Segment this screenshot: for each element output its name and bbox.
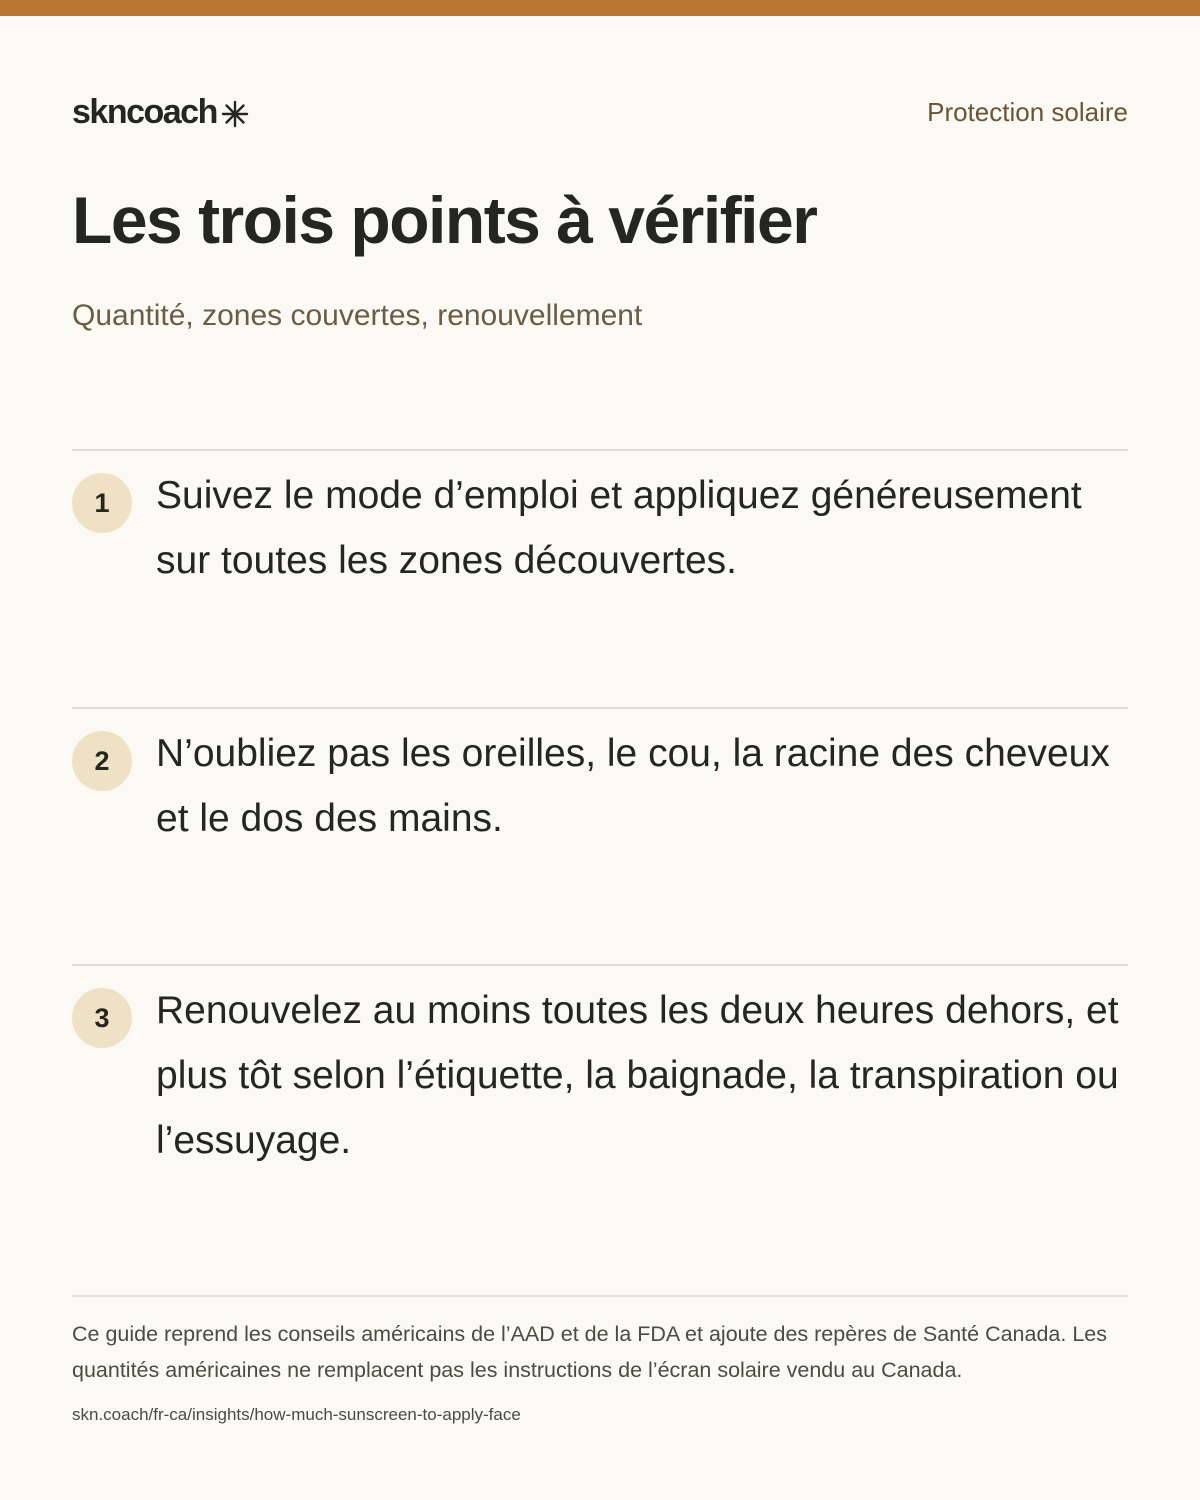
step-text: N’oubliez pas les oreilles, le cou, la racine des cheveux et le dos des mains. bbox=[156, 732, 1110, 840]
divider bbox=[72, 449, 1128, 451]
brand-logo[interactable] bbox=[72, 90, 249, 134]
logo-text: skncoach bbox=[72, 93, 217, 131]
asterisk-star-icon bbox=[221, 100, 249, 128]
page-title: Les trois points à vérifier bbox=[72, 183, 817, 257]
divider bbox=[72, 964, 1128, 966]
divider bbox=[72, 707, 1128, 709]
step-text: Suivez le mode d’emploi et appliquez généreusement sur toutes les zones découvertes. bbox=[156, 474, 1082, 582]
footer-divider bbox=[72, 1295, 1128, 1297]
top-accent-bar bbox=[0, 0, 1200, 16]
step-number-badge: 3 bbox=[72, 988, 132, 1048]
category-label: Protection solaire bbox=[927, 97, 1128, 127]
step-number-badge: 2 bbox=[72, 731, 132, 791]
source-url[interactable]: skn.coach/fr-ca/insights/how-much-sunscreen-to-apply-face bbox=[72, 1405, 521, 1424]
footer-note: Ce guide reprend les conseils américains de l’AAD et de la FDA et ajoute des repères de Santé Canada. Les quantités américaines ne remplacent pas les instructions de l’écran solaire vendu au Canada. bbox=[72, 1322, 1107, 1382]
step-text: Renouvelez au moins toutes les deux heures dehors, et plus tôt selon l’étiquette, la baignade, la transpiration ou l’essuyage. bbox=[156, 989, 1119, 1162]
header bbox=[72, 90, 1128, 134]
step-number-badge: 1 bbox=[72, 473, 132, 533]
page-subtitle: Quantité, zones couvertes, renouvellement bbox=[72, 299, 643, 332]
